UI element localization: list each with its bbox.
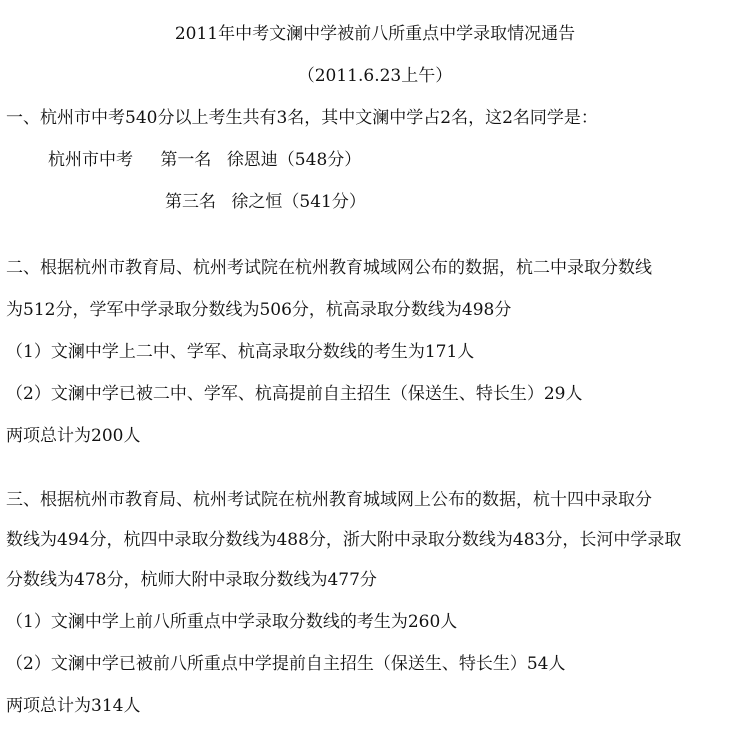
rank-label-1: 第一名 [160, 150, 212, 170]
section-3-total: 两项总计为314人 [6, 696, 141, 716]
section-1-intro: 一、杭州市中考540分以上考生共有3名，其中文澜中学占2名，这2名同学是： [6, 108, 598, 128]
section-3-line-1: 三、根据杭州市教育局、杭州考试院在杭州教育城域网上公布的数据，杭十四中录取分 [6, 490, 652, 510]
document-date: （2011.6.23上午） [297, 66, 453, 86]
section-2-line-1: 二、根据杭州市教育局、杭州考试院在杭州教育城域网公布的数据，杭二中录取分数线 [6, 258, 652, 278]
section-3-line-2: 数线为494分，杭四中录取分数线为488分，浙大附中录取分数线为483分，长河中学录取 [6, 530, 682, 550]
document-title: 2011年中考文澜中学被前八所重点中学录取情况通告 [174, 24, 576, 44]
section-3-line-3: 分数线为478分，杭师大附中录取分数线为477分 [6, 570, 377, 590]
section-2-item-1: （1）文澜中学上二中、学军、杭高录取分数线的考生为171人 [6, 342, 475, 362]
section-2-item-2: （2）文澜中学已被二中、学军、杭高提前自主招生（保送生、特长生）29人 [6, 384, 583, 404]
top-student-row-2 [165, 190, 366, 214]
top-student-row-1 [48, 148, 361, 172]
student-name-1: 徐恩迪（548分） [226, 150, 362, 170]
rank-label-2: 第三名 [165, 192, 216, 212]
exam-label: 杭州市中考 [48, 150, 133, 170]
section-2-line-2: 为512分，学军中学录取分数线为506分，杭高录取分数线为498分 [6, 300, 512, 320]
section-3-item-2: （2）文澜中学已被前八所重点中学提前自主招生（保送生、特长生）54人 [6, 654, 566, 674]
student-name-2: 徐之恒（541分） [231, 192, 366, 212]
section-3-item-1: （1）文澜中学上前八所重点中学录取分数线的考生为260人 [6, 612, 458, 632]
section-2-total: 两项总计为200人 [6, 426, 141, 446]
